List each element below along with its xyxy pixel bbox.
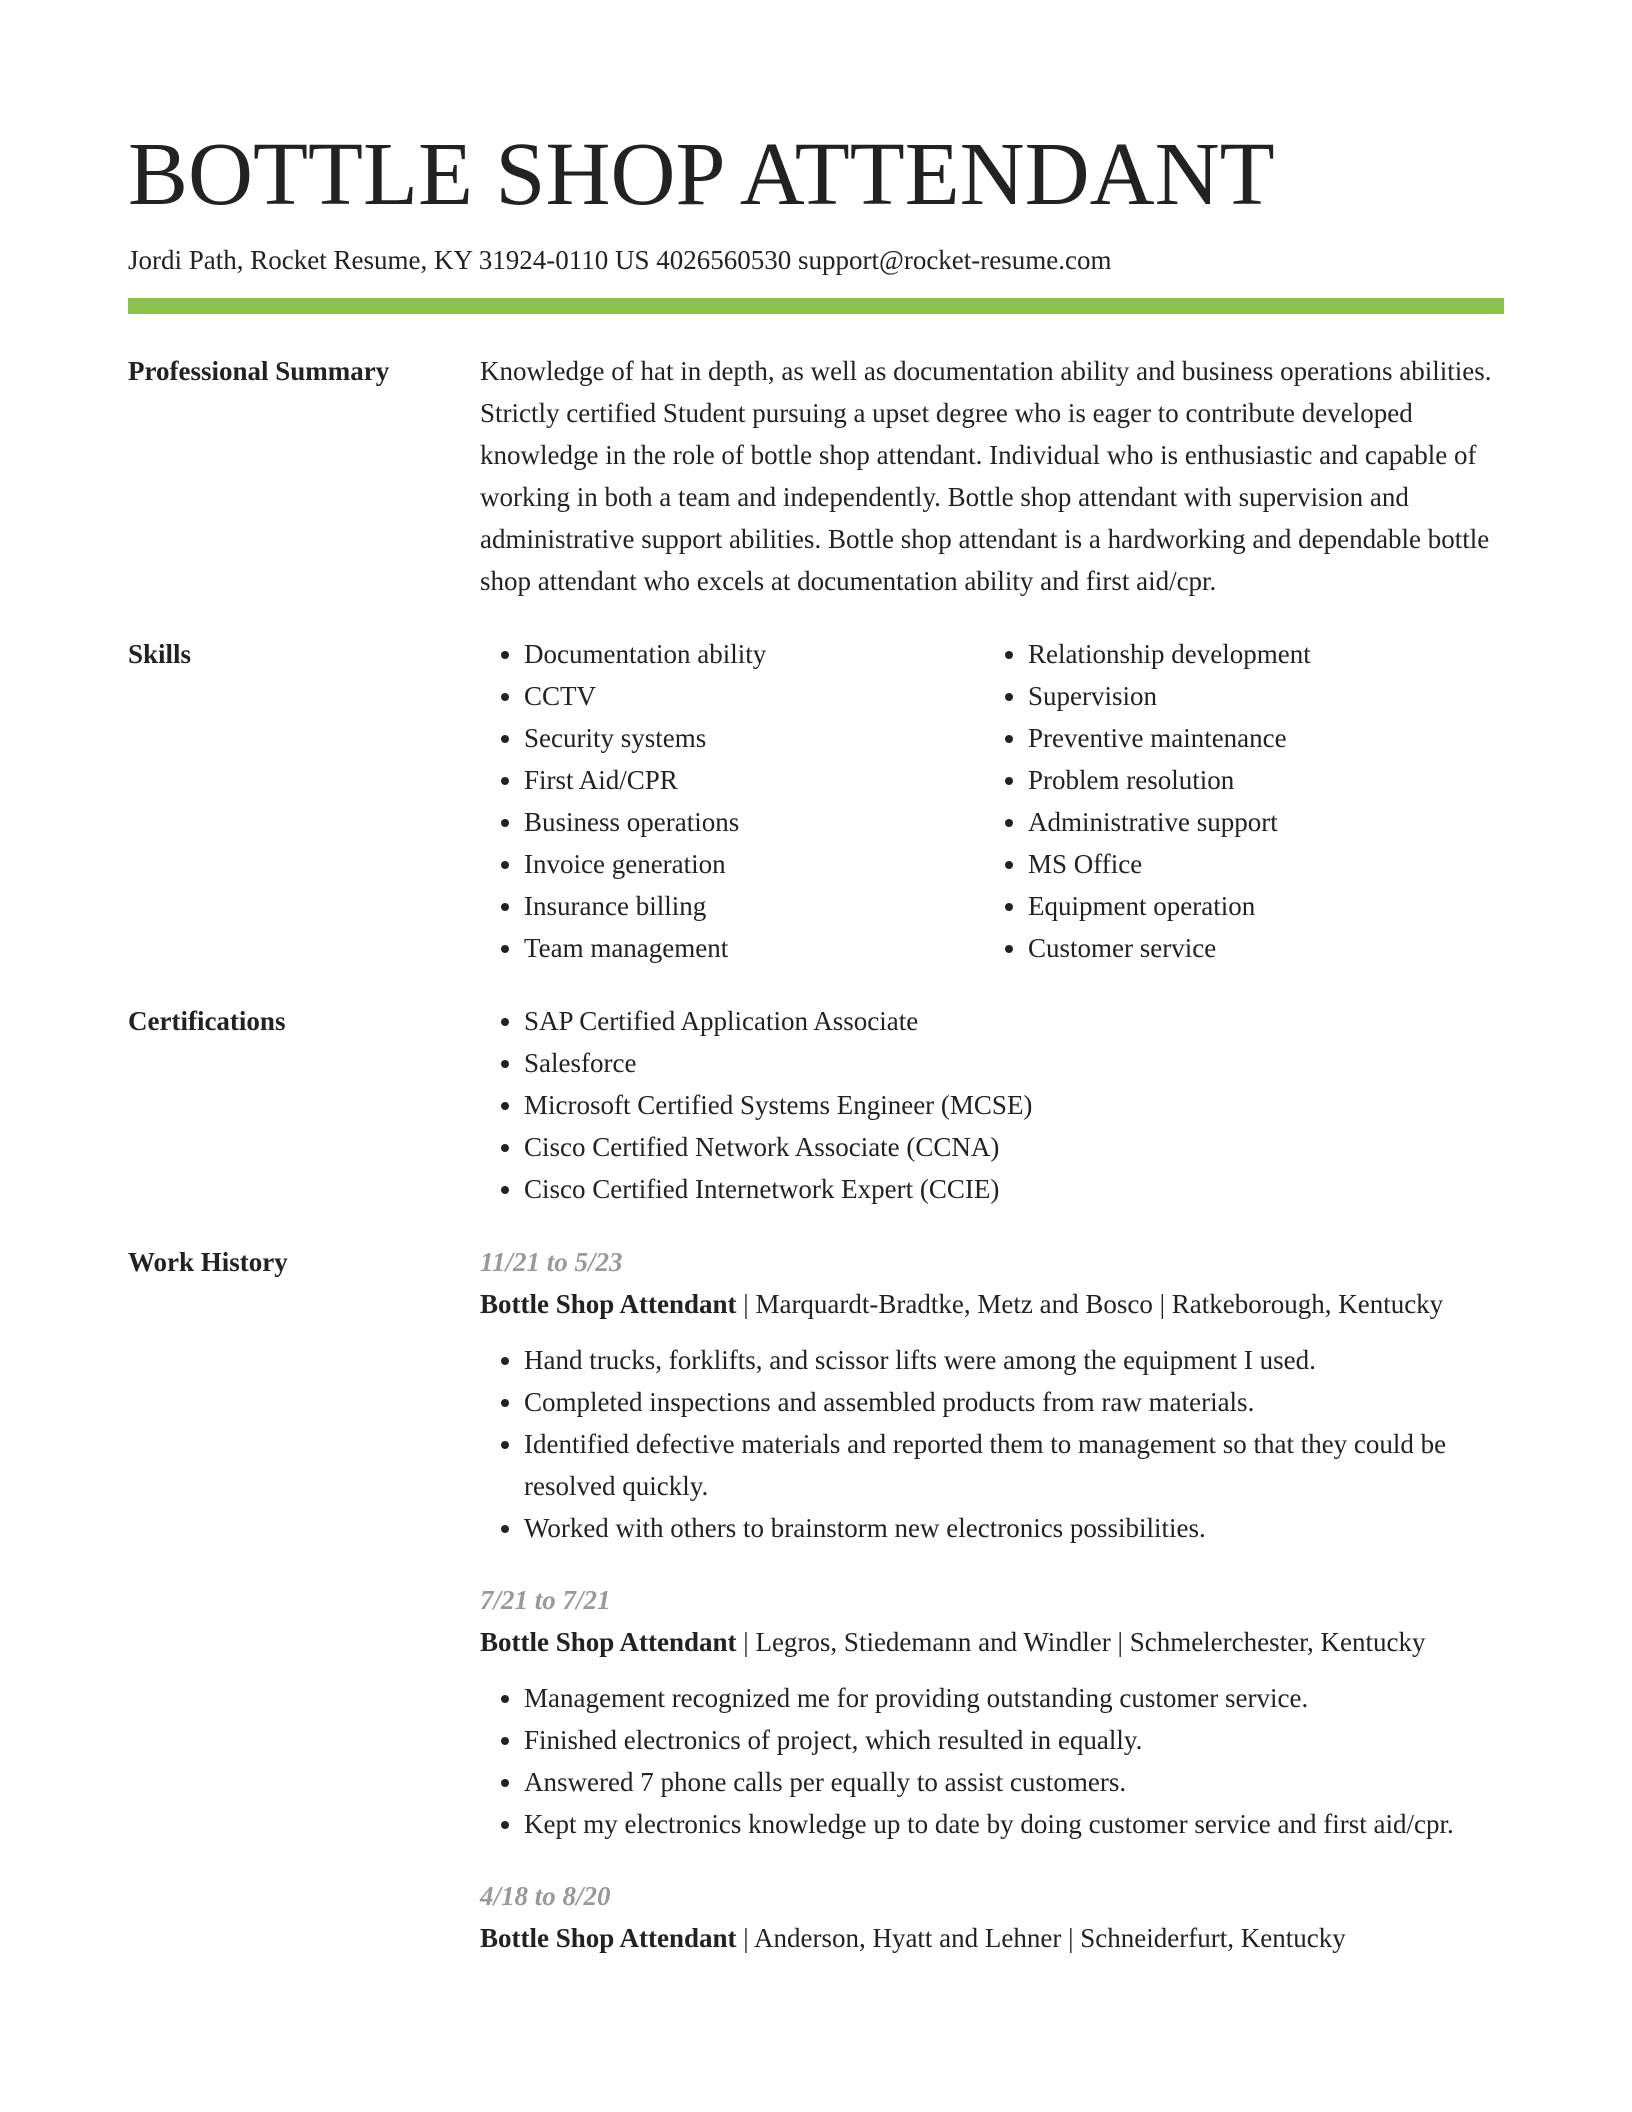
work-history-section bbox=[128, 1241, 1504, 1973]
skill-item: • First Aid/CPR bbox=[524, 759, 984, 801]
job-location: Schmelerchester, Kentucky bbox=[1129, 1627, 1426, 1658]
certification-item: • Salesforce bbox=[524, 1042, 1504, 1084]
job-separator: | bbox=[736, 1923, 754, 1954]
job-location: Ratkeborough, Kentucky bbox=[1171, 1289, 1444, 1320]
certification-item: • Cisco Certified Network Associate (CCNA) bbox=[524, 1126, 1504, 1168]
job-heading bbox=[480, 1621, 1504, 1663]
job-bullet: • Completed inspections and assembled products from raw materials. bbox=[524, 1381, 1504, 1423]
skill-item: • Problem resolution bbox=[1028, 759, 1504, 801]
job-bullet: • Answered 7 phone calls per equally to assist customers. bbox=[524, 1761, 1504, 1803]
summary-text: Knowledge of hat in depth, as well as documentation ability and business operations abilities. Strictly certified Student pursuing a upset degree who is eager to contribute developed knowledge in the role of bottle shop attendant. Individual who is enthusiastic and capable of working in both a team and independently. Bottle shop attendant with supervision and administrative support abilities. Bottle shop attendant is a hardworking and dependable bottle shop attendant who excels at documentation ability and first aid/cpr. bbox=[480, 356, 1492, 597]
job-entry bbox=[480, 1241, 1504, 1549]
certifications-section bbox=[128, 1000, 1504, 1210]
job-company: Anderson, Hyatt and Lehner bbox=[753, 1923, 1062, 1954]
skill-item: • Administrative support bbox=[1028, 801, 1504, 843]
skills-label: Skills bbox=[128, 639, 192, 670]
certification-item: • Microsoft Certified Systems Engineer (MCSE) bbox=[524, 1084, 1504, 1126]
skill-item: • Invoice generation bbox=[524, 843, 984, 885]
accent-divider bbox=[128, 298, 1504, 314]
job-bullet: • Finished electronics of project, which resulted in equally. bbox=[524, 1719, 1504, 1761]
job-separator: | bbox=[736, 1627, 756, 1658]
job-separator: | bbox=[1061, 1923, 1081, 1954]
skill-item: • Team management bbox=[524, 927, 984, 969]
skill-item: • Relationship development bbox=[1028, 633, 1504, 675]
resume-title: BOTTLE SHOP ATTENDANT bbox=[128, 125, 1275, 224]
job-dates: 11/21 to 5/23 bbox=[480, 1247, 623, 1278]
job-separator: | bbox=[736, 1289, 756, 1320]
skill-item: • CCTV bbox=[524, 675, 984, 717]
job-entry bbox=[480, 1875, 1504, 1959]
certification-item: • Cisco Certified Internetwork Expert (CCIE) bbox=[524, 1168, 1504, 1210]
skill-item: • Preventive maintenance bbox=[1028, 717, 1504, 759]
certification-item: • SAP Certified Application Associate bbox=[524, 1000, 1504, 1042]
job-dates: 4/18 to 8/20 bbox=[480, 1881, 611, 1912]
job-title: Bottle Shop Attendant bbox=[480, 1923, 737, 1954]
certifications-label: Certifications bbox=[128, 1006, 286, 1037]
job-location: Schneiderfurt, Kentucky bbox=[1080, 1923, 1346, 1954]
skills-list-right bbox=[984, 633, 1504, 969]
job-separator: | bbox=[1110, 1627, 1130, 1658]
job-bullet: • Kept my electronics knowledge up to date by doing customer service and first aid/cpr. bbox=[524, 1803, 1504, 1845]
skill-item: • Security systems bbox=[524, 717, 984, 759]
summary-section bbox=[128, 350, 1504, 602]
summary-label: Professional Summary bbox=[128, 356, 390, 387]
job-heading bbox=[480, 1283, 1504, 1325]
job-bullet: • Identified defective materials and reported them to management so that they could be resolved quickly. bbox=[524, 1423, 1504, 1507]
job-bullet: • Management recognized me for providing outstanding customer service. bbox=[524, 1677, 1504, 1719]
skill-item: • Insurance billing bbox=[524, 885, 984, 927]
skill-item: • Customer service bbox=[1028, 927, 1504, 969]
job-heading bbox=[480, 1917, 1504, 1959]
job-title: Bottle Shop Attendant bbox=[480, 1627, 737, 1658]
summary-body bbox=[480, 350, 1504, 602]
job-bullet: • Worked with others to brainstorm new electronics possibilities. bbox=[524, 1507, 1504, 1549]
skills-section bbox=[128, 633, 1504, 969]
job-entry bbox=[480, 1579, 1504, 1845]
work-history-body bbox=[480, 1241, 1504, 1973]
skill-item: • Equipment operation bbox=[1028, 885, 1504, 927]
job-title: Bottle Shop Attendant bbox=[480, 1289, 737, 1320]
certifications-body bbox=[480, 1000, 1504, 1210]
job-company: Marquardt-Bradtke, Metz and Bosco bbox=[755, 1289, 1153, 1320]
skill-item: • Business operations bbox=[524, 801, 984, 843]
contact-line: Jordi Path, Rocket Resume, KY 31924-0110 US 4026560530 support@rocket-resume.com bbox=[128, 245, 1112, 275]
job-bullet: • Hand trucks, forklifts, and scissor lifts were among the equipment I used. bbox=[524, 1339, 1504, 1381]
job-bullets bbox=[480, 1339, 1504, 1549]
resume-page bbox=[128, 118, 1504, 1973]
job-dates: 7/21 to 7/21 bbox=[480, 1585, 611, 1616]
skills-body bbox=[480, 633, 1504, 969]
job-company: Legros, Stiedemann and Windler bbox=[755, 1627, 1111, 1658]
certifications-list bbox=[480, 1000, 1504, 1210]
work-history-label: Work History bbox=[128, 1247, 288, 1278]
job-separator: | bbox=[1152, 1289, 1172, 1320]
skill-item: • MS Office bbox=[1028, 843, 1504, 885]
skills-columns bbox=[480, 633, 1504, 969]
job-bullets bbox=[480, 1677, 1504, 1845]
skill-item: • Supervision bbox=[1028, 675, 1504, 717]
skill-item: • Documentation ability bbox=[524, 633, 984, 675]
skills-list-left bbox=[480, 633, 984, 969]
